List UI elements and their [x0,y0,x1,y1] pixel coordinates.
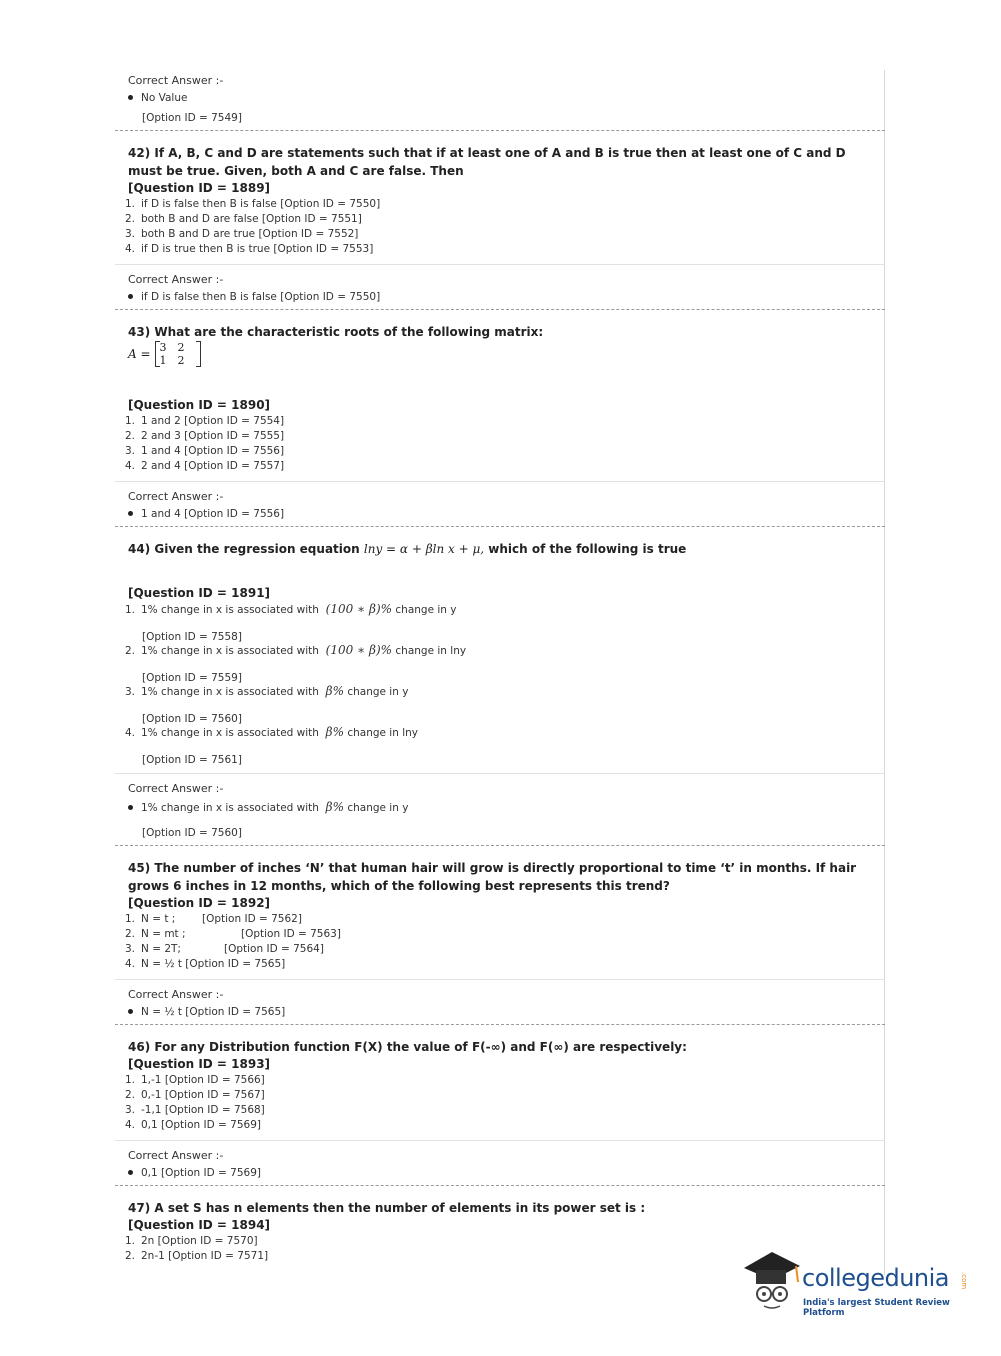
question-46-id: [Question ID = 1893] [128,1057,271,1071]
option-id: [Option ID = 7559] [142,672,242,684]
option-item: 1. if D is false then B is false [Option ID = 7550] [125,198,381,210]
question-42-title: 42) If A, B, C and D are statements such that if at least one of A and B is true then at least one of C and D must be true. Given, both A and C are false. Then [128,146,846,178]
logo-tagline: India's largest Student Review Platform [803,1298,950,1318]
question-paper-page [115,70,885,1275]
option-item: 2. both B and D are false [Option ID = 7551] [125,213,362,225]
bullet-icon [128,1009,133,1014]
correct-answer-item: 1 and 4 [Option ID = 7556] [128,508,885,520]
option-id: [Option ID = 7549] [142,112,242,124]
option-item: 4. 0,1 [Option ID = 7569] [125,1119,261,1131]
correct-answer-item: No Value [128,92,885,104]
option-item: 4. 2 and 4 [Option ID = 7557] [125,460,285,472]
option-item: 4. N = ½ t [Option ID = 7565] [125,958,286,970]
correct-answer-label: Correct Answer :- [128,273,224,286]
option-id: [Option ID = 7560] [142,713,242,725]
option-item: 2. 2 and 3 [Option ID = 7555] [125,430,285,442]
mascot-icon [742,1250,802,1312]
question-42-id: [Question ID = 1889] [128,181,271,195]
collegedunia-logo [742,1250,972,1320]
option-item: 2. 1% change in x is associated with (100 ∗ β)% change in lny [125,643,467,657]
option-item: 3. both B and D are true [Option ID = 7552] [125,228,359,240]
question-45-title: 45) The number of inches ‘N’ that human hair will grow is directly proportional to time ‘t’ in months. If hair grows 6 inches in 12 months, which of the following best represents this trend? [128,861,857,893]
correct-answer-item: N = ½ t [Option ID = 7565] [128,1006,885,1018]
regression-equation: lny = α + βln x + μ, [363,542,485,556]
correct-answer-label: Correct Answer :- [128,988,224,1001]
question-45-options [115,912,885,972]
question-46-options [115,1073,885,1133]
logo-brand: collegedunia [802,1264,950,1292]
matrix-a [128,341,201,367]
correct-answer-item: if D is false then B is false [Option ID = 7550] [128,291,885,303]
option-item: 3. 1% change in x is associated with β% change in y [125,684,409,698]
option-item: 1. 1% change in x is associated with (100 ∗ β)% change in y [125,602,457,616]
option-item: 1. 1 and 2 [Option ID = 7554] [125,415,285,427]
question-47-title: 47) A set S has n elements then the number of elements in its power set is : [128,1201,646,1215]
option-item: 4. 1% change in x is associated with β% change in lny [125,725,419,739]
bullet-icon [128,294,133,299]
question-43-title: 43) What are the characteristic roots of the following matrix: [128,325,544,339]
bullet-icon [128,805,133,810]
correct-answer-label: Correct Answer :- [128,1149,224,1162]
option-id: [Option ID = 7561] [142,754,242,766]
option-item: 2. 2n-1 [Option ID = 7571] [125,1250,269,1262]
option-item: 3. N = 2T; [Option ID = 7564] [125,943,324,955]
logo-com: .com [960,1272,968,1290]
bullet-icon [128,1170,133,1175]
matrix-label: A = [128,347,151,361]
option-item: 2. N = mt ; [Option ID = 7563] [125,928,341,940]
correct-answer-label: Correct Answer :- [128,490,224,503]
option-item: 2. 0,-1 [Option ID = 7567] [125,1089,265,1101]
correct-answer-label: Correct Answer :- [128,782,224,795]
question-44-title: 44) Given the regression equation lny = α + βln x + μ, which of the following is true [128,542,687,556]
question-45-id: [Question ID = 1892] [128,896,271,910]
question-42-options [115,197,885,257]
question-47-id: [Question ID = 1894] [128,1218,271,1232]
option-item: 3. -1,1 [Option ID = 7568] [125,1104,265,1116]
question-44-options [115,602,885,766]
option-item: 3. 1 and 4 [Option ID = 7556] [125,445,285,457]
option-id: [Option ID = 7560] [142,827,242,839]
option-item: 1. 1,-1 [Option ID = 7566] [125,1074,265,1086]
matrix-body: 3 2 1 2 [155,341,201,367]
question-46-title: 46) For any Distribution function F(X) the value of F(-∞) and F(∞) are respectively: [128,1040,687,1054]
option-item: 1. 2n [Option ID = 7570] [125,1235,258,1247]
question-43-options [115,414,885,474]
correct-answer-item: 1% change in x is associated with β% change in y [128,800,885,814]
correct-answer-item: 0,1 [Option ID = 7569] [128,1167,885,1179]
option-id: [Option ID = 7558] [142,631,242,643]
bullet-icon [128,95,133,100]
question-43-id: [Question ID = 1890] [128,398,271,412]
option-item: 1. N = t ; [Option ID = 7562] [125,913,302,925]
bullet-icon [128,511,133,516]
option-item: 4. if D is true then B is true [Option ID = 7553] [125,243,374,255]
question-44-id: [Question ID = 1891] [128,586,271,600]
correct-answer-label: Correct Answer :- [128,74,224,87]
